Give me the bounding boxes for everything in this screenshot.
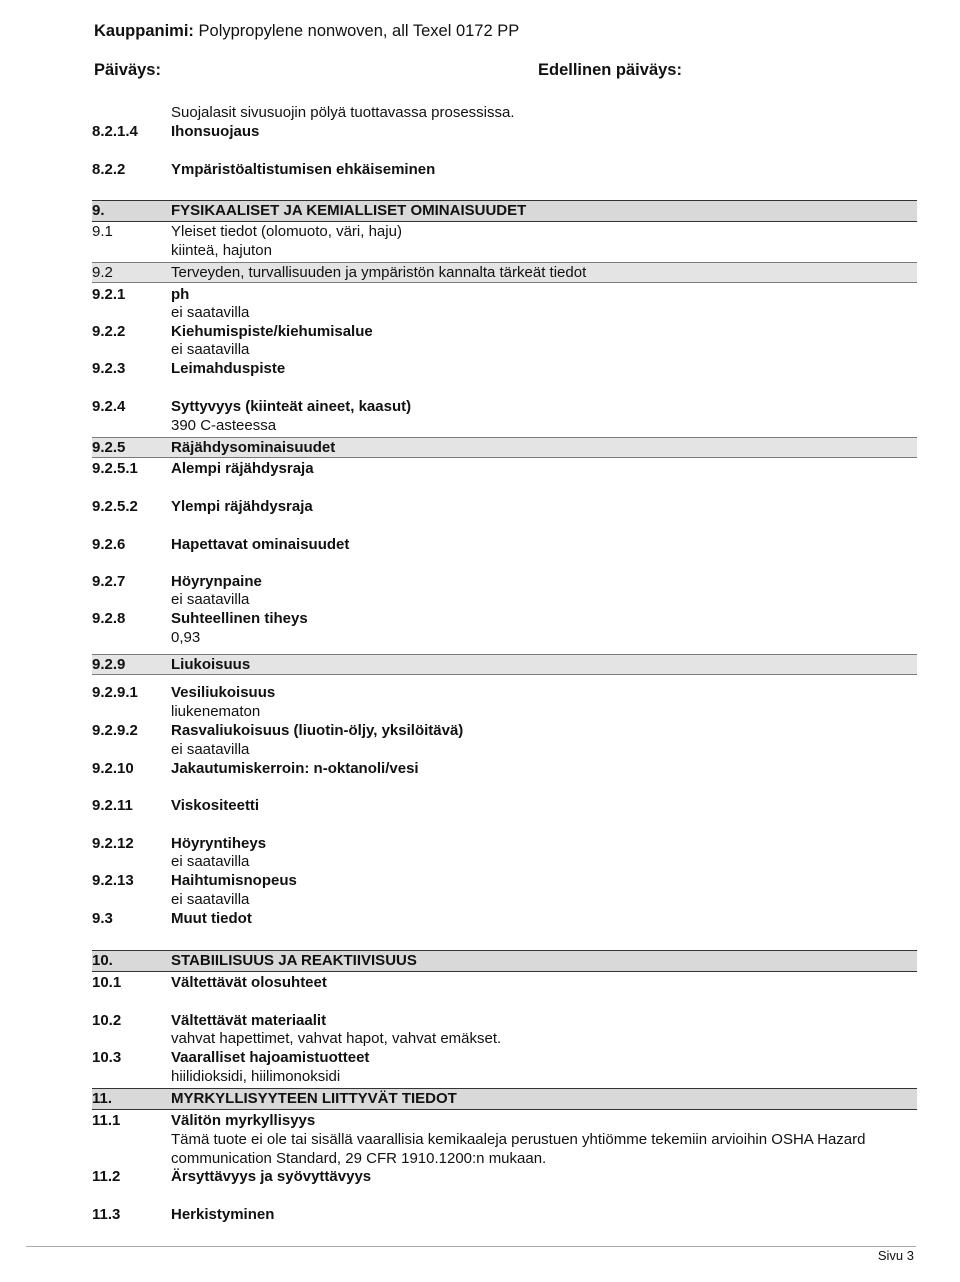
section-title: Höyrynpaine <box>171 573 262 590</box>
section-10-2 <box>92 1011 917 1030</box>
section-title: Vaaralliset hajoamistuotteet <box>171 1049 370 1066</box>
section-9-3 <box>92 909 917 928</box>
section-number: 10. <box>92 952 113 969</box>
trade-name-label: Kauppanimi: <box>94 22 194 40</box>
section-9-2-6 <box>92 535 917 554</box>
trade-name-value: Polypropylene nonwoven, all Texel 0172 PP <box>198 22 520 40</box>
section-number: 9.2.9.2 <box>92 722 138 739</box>
section-number: 8.2.1.4 <box>92 123 138 140</box>
section-number: 9.2.4 <box>92 398 126 415</box>
section-9-2-12 <box>92 834 917 853</box>
section-10-heading <box>92 950 917 972</box>
section-number: 8.2.2 <box>92 161 126 178</box>
section-title: Alempi räjähdysraja <box>171 460 314 477</box>
section-title: Yleiset tiedot (olomuoto, väri, haju) <box>171 223 402 240</box>
ph-value: ei saatavilla <box>171 304 250 321</box>
relative-density-value: 0,93 <box>171 629 201 646</box>
section-number: 9.2.10 <box>92 760 134 777</box>
section-11-3 <box>92 1205 917 1224</box>
section-11-heading <box>92 1088 917 1110</box>
section-9-2-7 <box>92 572 917 591</box>
vapour-pressure-value: ei saatavilla <box>171 591 250 608</box>
decomposition-products-value: hiilidioksidi, hiilimonoksidi <box>171 1068 341 1085</box>
section-title: Herkistyminen <box>171 1206 275 1223</box>
section-title: Jakautumiskerroin: n-oktanoli/vesi <box>171 760 419 777</box>
section-title: Höyryntiheys <box>171 835 267 852</box>
flammability-value: 390 C-asteessa <box>171 417 277 434</box>
section-number: 9.2.8 <box>92 610 126 627</box>
section-9-2-4 <box>92 397 917 416</box>
section-9-2-11 <box>92 796 917 815</box>
section-number: 9.2 <box>92 264 113 281</box>
section-9-heading <box>92 200 917 222</box>
section-number: 11.1 <box>92 1112 121 1129</box>
section-number: 9.2.6 <box>92 536 126 553</box>
section-9-2-5-1 <box>92 459 917 478</box>
appearance-value: kiinteä, hajuton <box>171 242 272 259</box>
evaporation-rate-value: ei saatavilla <box>171 891 250 908</box>
section-10-1 <box>92 973 917 992</box>
section-title: Vältettävät materiaalit <box>171 1012 327 1029</box>
section-title: Suhteellinen tiheys <box>171 610 308 627</box>
section-number: 9.2.5 <box>92 439 126 456</box>
section-number: 9.2.1 <box>92 286 126 303</box>
section-9-2-9-1 <box>92 683 917 702</box>
section-number: 9.2.7 <box>92 573 126 590</box>
water-solubility-value: liukenematon <box>171 703 261 720</box>
section-9-2-8 <box>92 609 917 628</box>
section-title: Välitön myrkyllisyys <box>171 1112 316 1129</box>
section-9-2-1 <box>92 285 917 304</box>
section-number: 9. <box>92 202 105 219</box>
section-9-2-10 <box>92 759 917 778</box>
section-title: Ylempi räjähdysraja <box>171 498 313 515</box>
trade-name-line <box>94 22 519 41</box>
vapour-density-value: ei saatavilla <box>171 853 250 870</box>
section-number: 10.2 <box>92 1012 122 1029</box>
section-title: Haihtumisnopeus <box>171 872 297 889</box>
section-title: Ympäristöaltistumisen ehkäiseminen <box>171 161 436 178</box>
section-9-2-2 <box>92 322 917 341</box>
section-title: STABIILISUUS JA REAKTIIVISUUS <box>171 952 417 969</box>
section-number: 11.3 <box>92 1206 121 1223</box>
section-number: 9.2.5.2 <box>92 498 138 515</box>
section-9-2-5-2 <box>92 497 917 516</box>
section-9-2-3 <box>92 359 917 378</box>
section-number: 9.2.5.1 <box>92 460 138 477</box>
previous-date-label: Edellinen päiväys: <box>538 61 682 79</box>
section-number: 9.2.2 <box>92 323 126 340</box>
section-title: Vältettävät olosuhteet <box>171 974 327 991</box>
section-9-2-5 <box>92 437 917 458</box>
section-title: Ihonsuojaus <box>171 123 260 140</box>
section-number: 10.1 <box>92 974 122 991</box>
date-label: Päiväys: <box>94 61 161 79</box>
section-number: 11. <box>92 1090 113 1107</box>
section-number: 9.2.13 <box>92 872 134 889</box>
section-title: Leimahduspiste <box>171 360 286 377</box>
section-number: 9.2.11 <box>92 797 133 814</box>
section-number: 9.2.9 <box>92 656 126 673</box>
section-title: Räjähdysominaisuudet <box>171 439 336 456</box>
section-title: MYRKYLLISYYTEEN LIITTYVÄT TIEDOT <box>171 1090 457 1107</box>
section-8-2-2 <box>92 160 917 179</box>
section-title: Muut tiedot <box>171 910 252 927</box>
boiling-point-value: ei saatavilla <box>171 341 250 358</box>
section-title: Syttyvyys (kiinteät aineet, kaasut) <box>171 398 412 415</box>
section-9-2-9 <box>92 654 917 675</box>
section-number: 9.2.9.1 <box>92 684 138 701</box>
section-title: Rasvaliukoisuus (liuotin-öljy, yksilöitävä) <box>171 722 464 739</box>
section-number: 10.3 <box>92 1049 122 1066</box>
section-title: Viskositeetti <box>171 797 260 814</box>
section-title: ph <box>171 286 190 303</box>
section-10-3 <box>92 1048 917 1067</box>
section-number: 11.2 <box>92 1168 121 1185</box>
section-9-2 <box>92 262 917 283</box>
section-title: Vesiliukoisuus <box>171 684 276 701</box>
section-title: Terveyden, turvallisuuden ja ympäristön kannalta tärkeät tiedot <box>171 264 587 281</box>
eye-protection-note: Suojalasit sivusuojin pölyä tuottavassa prosessissa. <box>171 104 515 121</box>
section-11-2 <box>92 1167 917 1186</box>
fat-solubility-value: ei saatavilla <box>171 741 250 758</box>
section-title: Ärsyttävyys ja syövyttävyys <box>171 1168 372 1185</box>
section-number: 9.1 <box>92 223 113 240</box>
section-8-2-1-4 <box>92 122 917 141</box>
incompatible-materials-value: vahvat hapettimet, vahvat hapot, vahvat emäkset. <box>171 1030 502 1047</box>
section-11-1 <box>92 1111 917 1130</box>
section-title: FYSIKAALISET JA KEMIALLISET OMINAISUUDET <box>171 202 527 219</box>
section-title: Hapettavat ominaisuudet <box>171 536 350 553</box>
section-number: 9.3 <box>92 910 113 927</box>
section-number: 9.2.3 <box>92 360 126 377</box>
section-number: 9.2.12 <box>92 835 134 852</box>
section-9-2-9-2 <box>92 721 917 740</box>
footer-divider <box>26 1246 916 1247</box>
acute-toxicity-text: Tämä tuote ei ole tai sisällä vaarallisia kemikaaleja perustuen yhtiömme tekemiin arvioihin OSHA Hazard communication Standard, 29 CFR 1910.1200:n mukaan. <box>171 1131 866 1167</box>
section-title: Liukoisuus <box>171 656 251 673</box>
section-9-1 <box>92 222 917 241</box>
section-9-2-13 <box>92 871 917 890</box>
section-title: Kiehumispiste/kiehumisalue <box>171 323 373 340</box>
page-number: Sivu 3 <box>877 1248 914 1263</box>
